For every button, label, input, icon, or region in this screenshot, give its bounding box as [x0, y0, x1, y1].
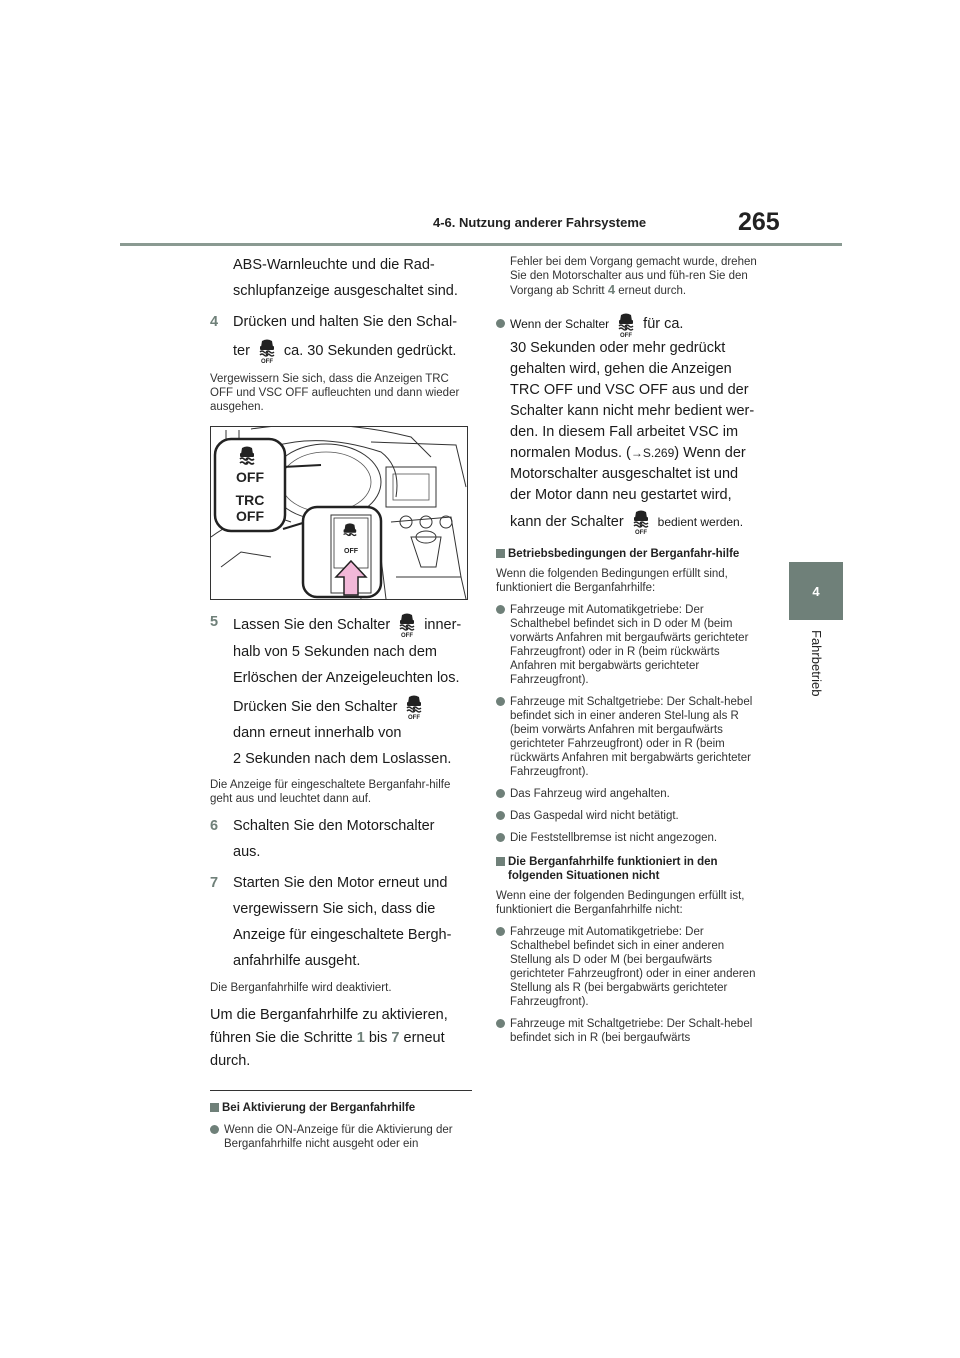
vsc-off-switch-icon: [403, 694, 425, 720]
text-line: Drücken und halten Sie den Schal-: [233, 314, 458, 330]
text-line: halb von 5 Sekunden nach dem: [233, 644, 437, 660]
bullet-dot-icon: [210, 1125, 219, 1134]
step-ref: 1: [356, 1030, 365, 1046]
text-fragment: ca. 30 Sekunden gedrückt.: [283, 342, 457, 359]
switch-off-label: OFF: [344, 548, 358, 555]
bullet-dot-icon: [496, 319, 505, 328]
text-line: der Motor dann neu gestartet wird,: [510, 487, 732, 503]
continued-text: [210, 255, 472, 302]
note-step-4: Vergewissern Sie sich, dass die Anzeigen TRC OFF und VSC OFF aufleuchten und dann wieder ausgehen.: [210, 373, 460, 413]
text-line: [233, 612, 472, 638]
step-number: 5: [210, 614, 219, 630]
text-line: Motorschalter ausgeschaltet ist und: [510, 466, 739, 482]
step-number: 4: [210, 314, 219, 330]
item-text: Fahrzeuge mit Automatikgetriebe: Der Schalthebel befindet sich in einer anderen Stellung als D oder M (bei bergaufwärts gerichteter Fahrzeugfront) oder in einer anderen Stellung als R (bei bergabwärts gerichteter Fahrzeugfront).: [510, 926, 756, 1008]
text-line: 30 Sekunden oder mehr gedrückt: [510, 340, 726, 356]
trc-label: TRC: [235, 492, 265, 508]
text-line: 2 Sekunden nach dem Loslassen.: [233, 751, 452, 767]
text-line: [510, 509, 758, 535]
bullet-dot-icon: [496, 927, 505, 936]
chapter-label-text: Fahrbetrieb: [809, 630, 824, 697]
text-line: [210, 1028, 472, 1049]
note-step-7: Die Berganfahrhilfe wird deaktiviert.: [210, 982, 392, 994]
svg-text:OFF: OFF: [620, 333, 633, 338]
list-item: [496, 695, 758, 779]
step-7: [210, 873, 472, 972]
activate-instructions: [210, 1005, 472, 1072]
section-title: 4-6. Nutzung anderer Fahrsysteme: [433, 215, 647, 230]
step-number: 7: [210, 875, 219, 891]
text-line: Um die Berganfahrhilfe zu aktivieren,: [210, 1007, 448, 1023]
bullet-dot-icon: [496, 811, 505, 820]
list-item: [496, 1017, 758, 1045]
intro-text: Wenn die folgenden Bedingungen erfüllt sind, funktioniert die Berganfahrhilfe:: [496, 568, 728, 594]
text-fragment: erneut durch.: [618, 285, 687, 297]
text-line: [510, 443, 758, 464]
text-fragment: Drücken Sie den Schalter: [233, 698, 398, 715]
left-column: [210, 255, 472, 1151]
step-ref: 7: [391, 1030, 400, 1046]
note-step-5: Die Anzeige für eingeschaltete Berganfahr-hilfe geht aus und leuchtet dann auf.: [210, 779, 451, 805]
step-5: [210, 612, 472, 770]
continued-note: [496, 255, 758, 298]
text-fragment: führen Sie die Schritte: [210, 1030, 353, 1046]
bullet-dot-icon: [496, 697, 505, 706]
text-fragment: ) Wenn der: [674, 445, 746, 461]
text-fragment: bedient werden.: [657, 514, 744, 529]
step-4: [210, 312, 472, 364]
item-text: Wenn die ON-Anzeige für die Aktivierung der Berganfahrhilfe nicht ausgeht oder ein: [224, 1124, 453, 1150]
dashboard-drawing: [211, 427, 468, 600]
text-line: dann erneut innerhalb von: [233, 725, 402, 741]
list-item: [210, 1123, 472, 1151]
text-line: [233, 338, 472, 364]
text-fragment: für ca.: [643, 316, 684, 333]
text-line: Anzeige für eingeschaltete Bergh-: [233, 927, 452, 943]
list-item: [496, 809, 758, 823]
text-line: durch.: [210, 1053, 251, 1069]
heading-text: Die Berganfahrhilfe funktioniert in den folgenden Situationen nicht: [508, 856, 718, 882]
text-line: vergewissern Sie sich, dass die: [233, 901, 436, 917]
text-line: TRC OFF und VSC OFF aus und der: [510, 382, 749, 398]
text-line: [233, 694, 472, 720]
section-heading-exceptions: [496, 855, 758, 883]
right-column: [496, 255, 758, 1045]
chapter-tab[interactable]: 4: [789, 562, 843, 620]
step-6: [210, 816, 472, 863]
text-line: [510, 312, 758, 338]
item-text: Die Feststellbremse ist nicht angezogen.: [510, 832, 718, 844]
text-line: Schalter kann nicht mehr bedient wer-: [510, 403, 755, 419]
section-divider: [210, 1090, 472, 1091]
list-item-switch-hold: [496, 312, 758, 535]
section-heading-activation: [210, 1101, 472, 1115]
text-line: Schalten Sie den Motorschalter: [233, 818, 435, 834]
svg-text:OFF: OFF: [260, 359, 273, 364]
bullet-dot-icon: [496, 833, 505, 842]
dashboard-illustration: [210, 426, 468, 600]
vsc-off-switch-icon: [396, 612, 418, 638]
text-fragment: inner-: [424, 616, 462, 633]
square-bullet-icon: [496, 549, 505, 558]
list-item: [496, 603, 758, 687]
list-item: [496, 831, 758, 845]
vsc-off-switch-icon: [630, 509, 652, 535]
page-reference-link[interactable]: →S.269: [630, 446, 675, 460]
text-line: anfahrhilfe ausgeht.: [233, 953, 361, 969]
text-fragment: bis: [368, 1030, 388, 1046]
list-item: [496, 925, 758, 1009]
svg-text:OFF: OFF: [401, 633, 414, 638]
intro-text: Wenn eine der folgenden Bedingungen erfüllt ist, funktioniert die Berganfahrhilfe nicht:: [496, 890, 745, 916]
item-text: Das Fahrzeug wird angehalten.: [510, 788, 670, 800]
item-text: Fahrzeuge mit Schaltgetriebe: Der Schalt-hebel befindet sich in einer anderen Stel-lung als R (beim vorwärts Anfahren mit bergaufwärts gerichteter Fahrzeugfront) oder in R (beim rückwärts Anfahren mit bergabwärts gerichteter Fahrzeugfront).: [510, 696, 753, 778]
bullet-dot-icon: [496, 1019, 505, 1028]
item-text: Fahrzeuge mit Schaltgetriebe: Der Schalt-hebel befindet sich in R (bei bergaufwärts: [510, 1018, 753, 1044]
text-fragment: Fehler bei dem Vorgang gemacht wurde, drehen Sie den Motorschalter aus und füh-ren Sie den Vorgang ab Schritt: [510, 256, 757, 297]
step-number: 6: [210, 818, 219, 834]
text-fragment: normalen Modus. (: [510, 445, 631, 461]
square-bullet-icon: [496, 857, 505, 866]
list-item: [496, 787, 758, 801]
item-text: Das Gaspedal wird nicht betätigt.: [510, 810, 679, 822]
heading-text: Bei Aktivierung der Berganfahrhilfe: [222, 1102, 416, 1114]
vsc-off-label: OFF: [236, 469, 264, 485]
text-line: aus.: [233, 844, 261, 860]
text-line: Erlöschen der Anzeigeleuchten los.: [233, 670, 460, 686]
text-fragment: Wenn der Schalter: [510, 317, 610, 332]
step-ref: 4: [607, 282, 616, 297]
text-line: gehalten wird, gehen die Anzeigen: [510, 361, 732, 377]
svg-text:OFF: OFF: [408, 715, 421, 720]
item-text: Fahrzeuge mit Automatikgetriebe: Der Schalthebel befindet sich in D oder M (beim vorwärts Anfahren mit bergaufwärts gerichteter Fahrzeugfront) oder in R (beim rückwärts Anfahren mit bergabwärts gerichteter Fahrzeugfront).: [510, 604, 749, 686]
bullet-dot-icon: [496, 605, 505, 614]
text-line: schlupfanzeige ausgeschaltet sind.: [233, 283, 458, 299]
trc-off-label: OFF: [236, 508, 264, 524]
svg-text:OFF: OFF: [634, 530, 647, 535]
text-fragment: Lassen Sie den Schalter: [233, 616, 391, 633]
heading-text: Betriebsbedingungen der Berganfahr-hilfe: [508, 548, 740, 560]
text-fragment: ter: [233, 342, 250, 359]
square-bullet-icon: [210, 1103, 219, 1112]
text-fragment: erneut: [403, 1030, 445, 1046]
text-line: Starten Sie den Motor erneut und: [233, 875, 448, 891]
page-number: 265: [738, 208, 780, 236]
text-line: ABS-Warnleuchte und die Rad-: [233, 257, 435, 273]
header-divider: [120, 243, 842, 246]
chapter-label: [789, 630, 843, 710]
text-fragment: kann der Schalter: [510, 513, 624, 530]
vsc-off-switch-icon: [615, 312, 637, 338]
section-heading-conditions: [496, 547, 758, 561]
vsc-off-switch-icon: [256, 338, 278, 364]
bullet-dot-icon: [496, 789, 505, 798]
text-line: den. In diesem Fall arbeitet VSC im: [510, 424, 739, 440]
